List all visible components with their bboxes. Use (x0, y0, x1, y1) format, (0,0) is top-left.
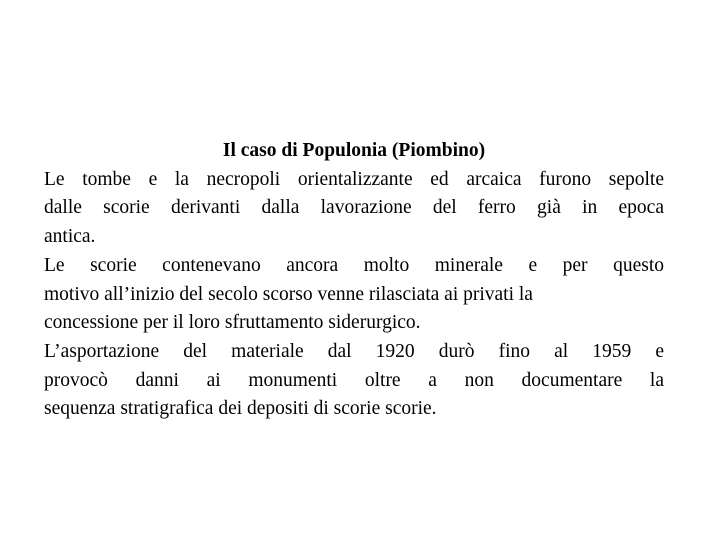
body-line-9: sequenza stratigrafica dei depositi di scorie scorie. (44, 398, 437, 420)
body-line-8: provocò danni ai monumenti oltre a non documentare la (44, 369, 664, 391)
slide-title: Il caso di Populonia (Piombino) (222, 140, 486, 161)
body-line-2: dalle scorie derivanti dalla lavorazione del ferro già in epoca (44, 197, 664, 219)
body-line-3: antica. (44, 226, 96, 248)
body-line-6: concessione per il loro sfruttamento siderurgico. (44, 312, 421, 334)
body-line-1: Le tombe e la necropoli orientalizzante ed arcaica furono sepolte (44, 168, 664, 190)
body-line-5: motivo all’inizio del secolo scorso venne rilasciata ai privati la (44, 283, 533, 305)
text-block (44, 137, 664, 424)
body-line-7: L’asportazione del materiale dal 1920 durò fino al 1959 e (44, 340, 664, 362)
body-line-4: Le scorie contenevano ancora molto minerale e per questo (44, 254, 664, 276)
